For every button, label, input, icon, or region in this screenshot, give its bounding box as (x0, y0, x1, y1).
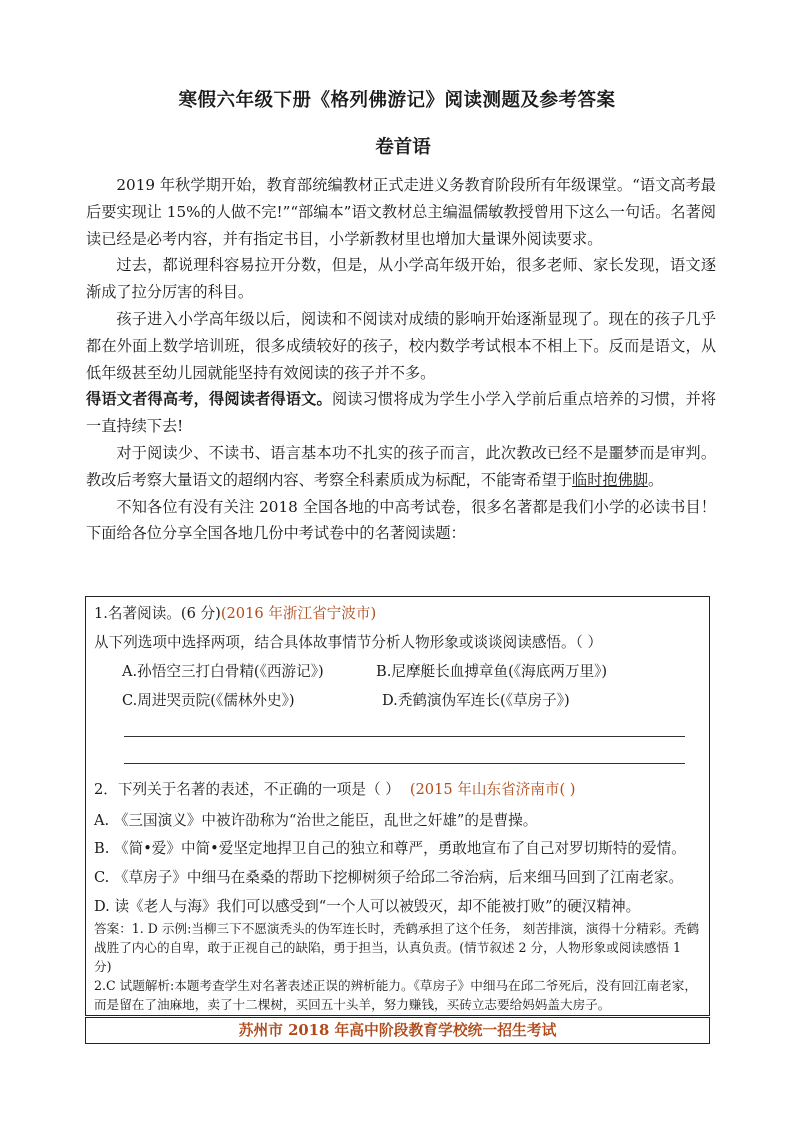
q1-source: (2016 年浙江省宁波市) (220, 605, 377, 622)
q2-option-b: B. 《简•爱》中简•爱坚定地捍卫自己的独立和尊严，勇敢地宣布了自己对罗切斯特的爱情。 (94, 840, 686, 857)
intro-slogan: 得语文者得高考，得阅读者得语文。 (86, 390, 332, 409)
section-subtitle: 卷首语 (375, 137, 431, 158)
q1-option-b: B.尼摩艇长血搏章鱼(《海底两万里》) (376, 663, 608, 680)
q2-option-c: C. 《草房子》中细马在桑桑的帮助下挖柳树须子给邱二爷治病，后来细马回到了江南老家。 (94, 869, 684, 886)
intro-paragraph-6: 不知各位有没有关注 2018 全国各地的中高考试卷，很多名著都是我们小学的必读书目！下面给各位分享全国各地几份中考试卷中的名著阅读题： (86, 497, 716, 543)
q1-option-a: A.孙悟空三打白骨精(《西游记》) (122, 663, 324, 680)
intro-underlined-phrase: 临时抱佛脚 (572, 470, 648, 489)
intro-paragraph-3: 孩子进入小学高年级以后，阅读和不阅读对成绩的影响开始逐渐显现了。现在的孩子几乎都在外面上数学培训班，很多成绩较好的孩子，校内数学考试根本不相上下。反而是语文，从低年级甚至幼儿园就能坚持有效阅读的孩子并不多。 (86, 309, 716, 382)
intro-paragraph-5-text: 对于阅读少、不读书、语言基本功不扎实的孩子而言，此次教改已经不是噩梦而是审判。教改后考察大量语文的超纲内容、考察全科素质成为标配，不能寄希望于 (86, 443, 716, 489)
q2-label: 2．下列关于名著的表述，不正确的一项是（ ） (94, 781, 400, 798)
question-box (85, 596, 710, 1016)
q1-option-c: C.周进哭贡院(《儒林外史》) (122, 692, 295, 709)
q1-label: 1.名著阅读。(6 分) (94, 605, 221, 622)
intro-paragraph-5 (86, 440, 716, 494)
page-title: 寒假六年级下册《格列佛游记》阅读测题及参考答案 (178, 90, 616, 111)
answer-blank-line-1[interactable] (124, 736, 685, 737)
intro-paragraph-4 (86, 386, 716, 440)
q1-prompt: 从下列选项中选择两项，结合具体故事情节分析人物形象或谈谈阅读感悟。（ ） (94, 634, 603, 651)
answer-2: 2.C 试题解析:本题考查学生对名著表述正误的辨析能力。《草房子》中细马在邱二爷死后，没有回江南老家，而是留在了油麻地，卖了十二棵树，买回五十头羊，努力赚钱，买砖立志要给妈妈盖大房子。 (94, 978, 697, 1012)
intro-section (86, 172, 716, 547)
answer-1: 答案：1. D 示例:当柳三下不愿演秃头的伪军连长时，秃鹤承担了这个任务， 刻苦排演，演得十分精彩。秃鹤战胜了内心的自卑，敢于正视自己的缺陷，勇于担当，认真负责。(情节叙述 2 分，人物形象或阅读感悟 1 分) (94, 921, 700, 974)
intro-paragraph-4-rest: 阅读习惯将成为学生小学入学前后重点培养的习惯，并将一直持续下去! (86, 390, 717, 436)
q1-heading (94, 602, 701, 623)
q2-option-a: A. 《三国演义》中被许劭称为“治世之能臣，乱世之奸雄”的是曹操。 (94, 812, 538, 829)
next-exam-heading: 苏州市 2018 年高中阶段教育学校统一招生考试 (85, 1017, 710, 1044)
q2-source: (2015 年山东省济南市( ) (409, 781, 576, 798)
intro-paragraph-1: 2019 年秋学期开始，教育部统编教材正式走进义务教育阶段所有年级课堂。“语文高考最后要实现让 15%的人做不完!”“部编本”语文教材总主编温儒敏教授曾用下这么一句话。名著阅读已经是必考内容，并有指定书目，小学新教材里也增加大量课外阅读要求。 (86, 176, 716, 248)
q2-heading (94, 778, 701, 799)
intro-paragraph-2: 过去，都说理科容易拉开分数，但是，从小学高年级开始，很多老师、家长发现，语文逐渐成了拉分厉害的科目。 (86, 256, 716, 302)
q1-option-d: D.秃鹤演伪军连长(《草房子》) (382, 692, 570, 709)
answer-blank-line-2[interactable] (124, 763, 685, 764)
intro-paragraph-5-end: 。 (647, 470, 664, 489)
q2-option-d: D. 读《老人与海》我们可以感受到“一个人可以被毁灭，却不能被打败”的硬汉精神。 (94, 898, 641, 915)
